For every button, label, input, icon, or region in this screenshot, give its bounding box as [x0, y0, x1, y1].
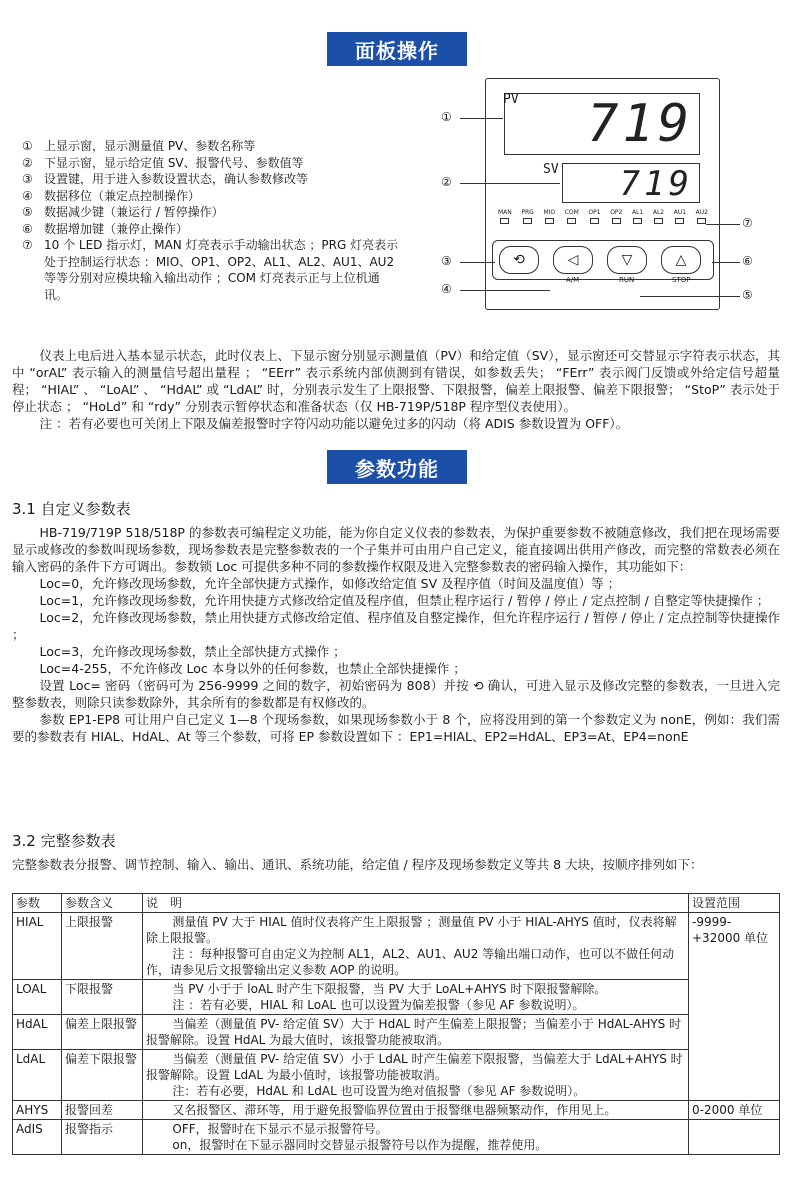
callout-6: ⑥: [742, 254, 753, 268]
set-key[interactable]: [499, 246, 539, 274]
loc-item: Loc=4-255，不允许修改 Loc 本身以外的任何参数，也禁止全部快捷操作 ；: [39, 661, 466, 676]
list-item: ⑤ 数据减少键（兼运行 / 暂停操作）: [22, 205, 224, 219]
section-banner-panel: 面板操作: [327, 32, 467, 66]
table-row: AHYS 报警回差 又名报警区、滞环等，用于避免报警临界位置由于报警继电器频繁动作，作用见上。 0-2000 单位: [13, 1101, 780, 1120]
table-header-row: [13, 894, 780, 913]
paragraph: HB-719/719P 518/518P 的参数表可编程定义功能，能为你自定义仪表的参数表，为保护重要参数不被随意修改，我们把在现场需要显示或修改的参数叫现场参数，现场参数表是完整参数表的一个子集并可由用户自己定义，能直接调出供用产修改，而完整的常数表必须在输入密码的条件下方可调出。参数锁 Loc 可提供多种不同的参数操作权限及进入完整参数表的密码输入操作，其功能如下：: [12, 525, 780, 574]
column-header: 说 明: [143, 894, 689, 913]
stop-key-label: STOP: [672, 276, 691, 284]
pv-label: PV: [503, 92, 519, 107]
section-3-2-intro: 完整参数表分报警、调节控制、输入、输出、通讯、系统功能，给定值 / 程序及现场参数定义等共 8 大块，按顺序排列如下：: [12, 857, 703, 872]
table-row: LOAL 下限报警 当 PV 小于于 loAL 时产生下限报警，当 PV 大于 LoAL+AHYS 时下限报警解除。 注 ：若有必要，HIAL 和 LoAL 也可以设置为偏差报警（参见 AF 参数说明）。: [13, 980, 780, 1015]
list-item: ③ 设置键，用于进入参数设置状态，确认参数修改等: [22, 172, 309, 186]
am-key-label: A/M: [566, 276, 580, 284]
list-item: ④ 数据移位（兼定点控制操作）: [22, 188, 201, 203]
callout-1: ①: [441, 110, 452, 124]
key-description-list: [22, 138, 402, 303]
list-item: ⑥ 数据增加键（兼停止操作）: [22, 221, 189, 236]
led-indicator: MIO: [543, 209, 555, 224]
intro-paragraph: 仪表上电后进入基本显示状态，此时仪表上、下显示窗分别显示测量值（PV）和给定值（SV），显示窗还可交替显示字符表示状态，其中 “orAL” 表示输入的测量信号超出量程 ； “EErr” 表示系统内部侦测到有错误，如参数丢失； “FErr” 表示阀门反馈或外给定信号超量程； “HIAL” 、 “LoAL” 、 “HdAL” 或 “LdAL” 时，分别表示发生了上限报警、下限报警，偏差上限报警、偏差下限报警； “StoP” 表示处于停止状态 ； “HoLd” 和 “rdy” 分别表示暂停状态和准备状态（仅 HB-719P/518P 程序型仪表使用）。: [12, 348, 780, 414]
loc-item: Loc=3，允许修改现场参数，禁止全部快捷方式操作 ；: [39, 644, 346, 659]
table-row: AdIS 报警指示 OFF，报警时在下显示不显示报警符号。 on，报警时在下显示器同时交替显示报警符号以作为提醒，推荐使用。: [13, 1120, 780, 1155]
sv-display: [543, 162, 700, 204]
list-item: ⑦ 10 个 LED 指示灯，MAN 灯亮表示手动输出状态 ；PRG 灯亮表示处于控制运行状态 ：MIO、OP1、OP2、AL1、AL2、AU1、AU2 等等分别对应模块输入输出动作 ；COM 灯亮表示正与上位机通讯。: [22, 238, 399, 302]
column-header: 参数: [13, 894, 62, 913]
sv-label: SV: [543, 162, 559, 177]
led-indicator: AU1: [674, 209, 686, 224]
keypad: [492, 240, 714, 280]
run-key-label: RUN: [619, 276, 635, 284]
led-indicator: AL1: [632, 209, 643, 224]
column-header: 参数含义: [62, 894, 143, 913]
controller-panel-diagram: [485, 78, 720, 310]
led-indicator: OP1: [588, 209, 600, 224]
up-key[interactable]: [661, 246, 701, 274]
loc-item: Loc=0，允许修改现场参数，允许全部快捷方式操作，如修改给定值 SV 及程序值（时间及温度值）等 ；: [39, 576, 621, 591]
triangle-down-icon: ▽: [621, 252, 633, 268]
list-item: ① 上显示窗，显示测量值 PV、参数名称等: [22, 139, 256, 153]
callout-4: ④: [441, 282, 452, 296]
paragraph: 设置 Loc= 密码（密码可为 256-9999 之间的数字，初始密码为 808）并按 ⟲ 确认，可进入显示及修改完整的参数表，一旦进入完整参数表，则除只读参数除外，其余所有的参数都是有权修改的。: [12, 678, 780, 710]
led-indicator: PRG: [521, 209, 533, 224]
section-3-2-title: 3.2 完整参数表: [12, 832, 116, 850]
led-indicator: AL2: [653, 209, 664, 224]
intro-note: 注 ：若有必要也可关闭上下限及偏差报警时字符闪动功能以避免过多的闪动（将 ADIS 参数设置为 OFF）。: [39, 416, 629, 431]
pv-value: 719: [587, 94, 693, 154]
callout-7: ⑦: [742, 216, 753, 230]
loc-item: Loc=1，允许修改现场参数，允许用快捷方式修改给定值及程序值，但禁止程序运行 / 暂停 / 停止 / 定点控制 / 自整定等快捷操作 ；: [39, 593, 770, 608]
callout-5: ⑤: [742, 288, 753, 302]
sv-value: 719: [619, 164, 693, 204]
pv-display: [504, 93, 700, 155]
table-row: HIAL 上限报警 测量值 PV 大于 HIAL 值时仪表将产生上限报警 ；测量值 PV 小于 HIAL-AHYS 值时，仪表将解除上限报警。 注 ：每种报警可自由定义为控制 AL1，AL2、AU1、AU2 等输出端口动作，也可以不做任何动作，请参见后文报警输出定义参数 AOP 的说明。 -9999-+32000 单位: [13, 913, 780, 980]
intro-text: [12, 347, 780, 432]
led-indicator: AU2: [696, 209, 708, 224]
led-indicator: MAN: [498, 209, 512, 224]
section-3-1-title: 3.1 自定义参数表: [12, 500, 131, 518]
led-indicator: OP2: [610, 209, 622, 224]
table-row: HdAL 偏差上限报警 当偏差（测量值 PV- 给定值 SV）大于 HdAL 时产生偏差上限报警；当偏差小于 HdAL-AHYS 时报警解除。设置 HdAL 为最大值时，该报警功能被取消。: [13, 1015, 780, 1050]
parameter-table: [12, 893, 780, 1155]
table-row: LdAL 偏差下限报警 当偏差（测量值 PV- 给定值 SV）小于 LdAL 时产生偏差下限报警，当偏差大于 LdAL+AHYS 时报警解除。设置 LdAL 为最小值时，该报警功能被取消。 注：若有必要，HdAL 和 LdAL 也可设置为绝对值报警（参见 AF 参数说明）。: [13, 1050, 780, 1101]
rotate-icon: ⟲: [513, 252, 525, 268]
led-row: [498, 209, 708, 224]
section-3-1-body: [12, 524, 780, 745]
triangle-left-icon: ◁: [567, 252, 579, 268]
shift-key[interactable]: [553, 246, 593, 274]
column-header: 设置范围: [689, 894, 780, 913]
callout-3: ③: [441, 254, 452, 268]
led-indicator: COM: [565, 209, 579, 224]
loc-item: Loc=2，允许修改现场参数，禁止用快捷方式修改给定值、程序值及自整定操作，但允许程序运行 / 暂停 / 停止 / 定点控制等快捷操作 ；: [12, 610, 780, 642]
down-key[interactable]: [607, 246, 647, 274]
paragraph: 参数 EP1-EP8 可让用户自己定义 1—8 个现场参数，如果现场参数小于 8 个，应将没用到的第一个参数定义为 nonE，例如：我们需要的参数表有 HIAL、HdAL、At 等三个参数，可将 EP 参数设置如下 ：EP1=HIAL、EP2=HdAL、EP3=At、EP4=nonE: [12, 712, 780, 744]
triangle-up-icon: △: [675, 252, 687, 268]
list-item: ② 下显示窗，显示给定值 SV、报警代号、参数值等: [22, 155, 304, 170]
section-banner-params: 参数功能: [327, 450, 467, 484]
callout-2: ②: [441, 175, 452, 189]
